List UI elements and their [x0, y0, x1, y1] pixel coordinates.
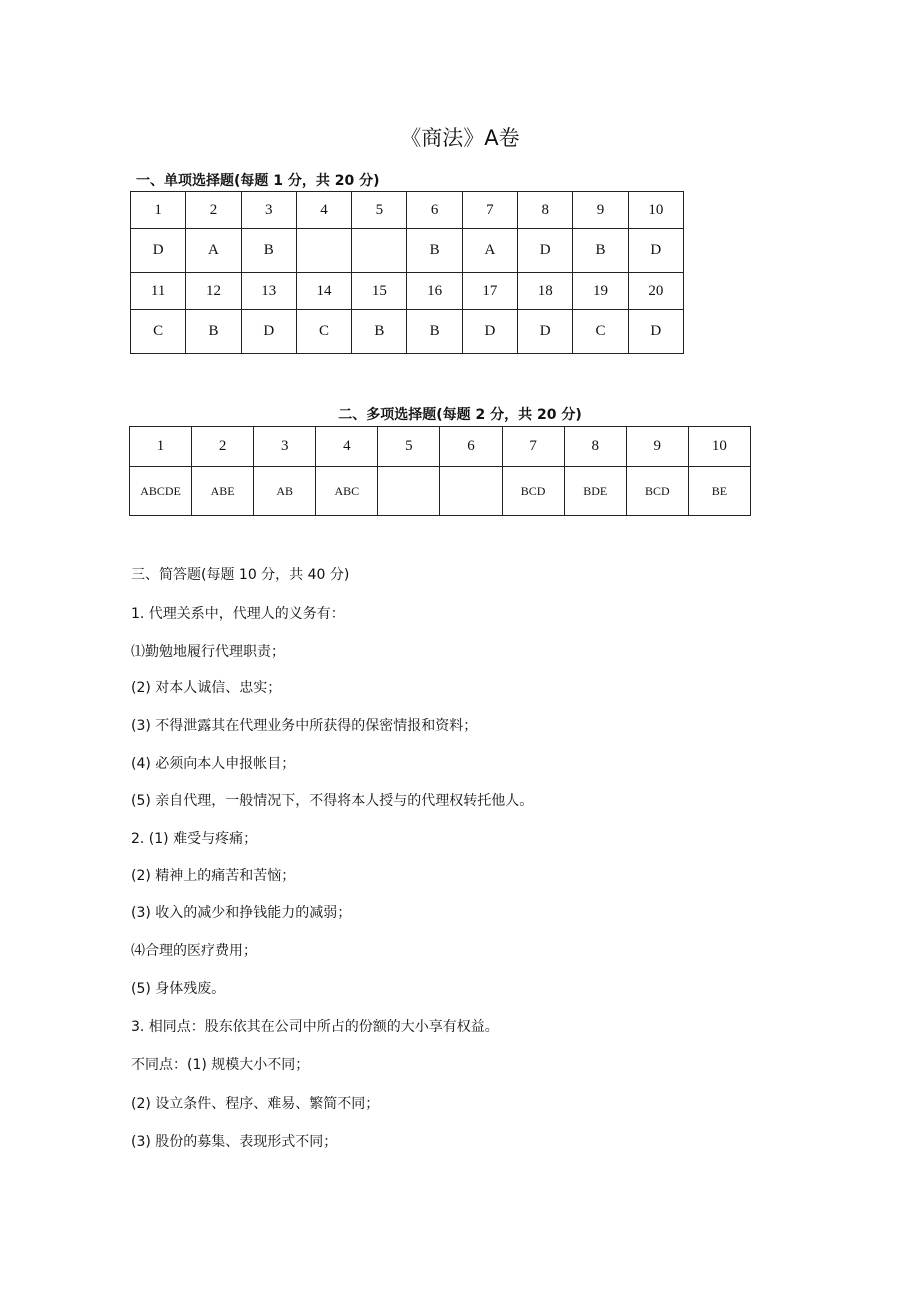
answer-cell: D [462, 310, 517, 354]
answer-cell: ABC [316, 467, 378, 516]
answer-cell: B [241, 229, 296, 273]
answer-cell: B [407, 310, 462, 354]
answer-line: (3) 收入的减少和挣钱能力的减弱； [131, 905, 352, 921]
question-number-cell: 4 [296, 192, 351, 229]
question-number-cell: 1 [130, 427, 192, 467]
question-number-cell: 7 [462, 192, 517, 229]
answer-cell: ABCDE [130, 467, 192, 516]
answer-cell: D [628, 229, 683, 273]
answer-line: (2) 精神上的痛苦和苦恼； [131, 868, 296, 884]
question-number-cell: 2 [186, 192, 241, 229]
answer-line: (3) 股份的募集、表现形式不同； [131, 1134, 338, 1150]
answer-cell: C [573, 310, 628, 354]
answer-row [130, 467, 751, 516]
question-number-cell: 13 [241, 273, 296, 310]
section3-title: 三、简答题(每题 10 分，共 40 分) [131, 567, 350, 583]
answer-cell: BCD [502, 467, 564, 516]
section1-title: 一、单项选择题(每题 1 分，共 20 分) [136, 173, 380, 189]
answer-cell: D [131, 229, 186, 273]
single-choice-answer-table [130, 191, 684, 354]
multiple-choice-answer-table [129, 426, 751, 516]
answer-cell: AB [254, 467, 316, 516]
answer-line: (5) 身体残废。 [131, 981, 226, 997]
question-number-cell: 7 [502, 427, 564, 467]
question-number-cell: 6 [407, 192, 462, 229]
answer-cell: A [462, 229, 517, 273]
answer-cell: A [186, 229, 241, 273]
question-number-cell: 2 [192, 427, 254, 467]
question-number-cell: 4 [316, 427, 378, 467]
answer-cell: D [628, 310, 683, 354]
answer-cell [440, 467, 502, 516]
question-number-cell: 9 [573, 192, 628, 229]
question-number-cell: 16 [407, 273, 462, 310]
answer-cell: C [296, 310, 351, 354]
answer-line: (2) 设立条件、程序、难易、繁简不同； [131, 1096, 380, 1112]
answer-cell: ABE [192, 467, 254, 516]
answer-cell: BDE [564, 467, 626, 516]
question-number-cell: 3 [254, 427, 316, 467]
question-number-cell: 20 [628, 273, 683, 310]
answer-cell: D [518, 310, 573, 354]
answer-line: (4) 必须向本人申报帐目； [131, 756, 296, 772]
answer-line: 1. 代理关系中，代理人的义务有： [131, 606, 345, 622]
question-number-cell: 10 [628, 192, 683, 229]
question-number-row [130, 427, 751, 467]
answer-cell: B [352, 310, 407, 354]
question-number-row [131, 273, 684, 310]
question-number-cell: 14 [296, 273, 351, 310]
answer-row [131, 310, 684, 354]
question-number-cell: 6 [440, 427, 502, 467]
answer-line: (3) 不得泄露其在代理业务中所获得的保密情报和资料； [131, 718, 478, 734]
answer-cell: D [518, 229, 573, 273]
answer-line: (2) 对本人诚信、忠实； [131, 680, 282, 696]
question-number-cell: 12 [186, 273, 241, 310]
question-number-cell: 10 [688, 427, 750, 467]
question-number-cell: 11 [131, 273, 186, 310]
answer-line: 2. (1) 难受与疼痛； [131, 831, 258, 847]
question-number-cell: 5 [378, 427, 440, 467]
question-number-cell: 8 [564, 427, 626, 467]
answer-cell: B [407, 229, 462, 273]
question-number-row [131, 192, 684, 229]
answer-cell [352, 229, 407, 273]
question-number-cell: 15 [352, 273, 407, 310]
answer-cell: D [241, 310, 296, 354]
question-number-cell: 9 [626, 427, 688, 467]
answer-cell: B [573, 229, 628, 273]
question-number-cell: 18 [518, 273, 573, 310]
answer-cell: BCD [626, 467, 688, 516]
question-number-cell: 1 [131, 192, 186, 229]
answer-line: 不同点：(1) 规模大小不同； [131, 1057, 310, 1073]
answer-row [131, 229, 684, 273]
answer-line: (5) 亲自代理，一般情况下，不得将本人授与的代理权转托他人。 [131, 793, 534, 809]
answer-line: ⑴勤勉地履行代理职责； [131, 644, 285, 660]
question-number-cell: 8 [518, 192, 573, 229]
question-number-cell: 17 [462, 273, 517, 310]
answer-line: 3. 相同点：股东依其在公司中所占的份额的大小享有权益。 [131, 1019, 499, 1035]
answer-line: ⑷合理的医疗费用； [131, 943, 257, 959]
question-number-cell: 3 [241, 192, 296, 229]
answer-cell: C [131, 310, 186, 354]
answer-cell [296, 229, 351, 273]
answer-cell: BE [688, 467, 750, 516]
question-number-cell: 19 [573, 273, 628, 310]
page-title: 《商法》A卷 [400, 126, 520, 150]
question-number-cell: 5 [352, 192, 407, 229]
answer-cell [378, 467, 440, 516]
answer-cell: B [186, 310, 241, 354]
section2-title: 二、多项选择题(每题 2 分，共 20 分) [338, 407, 582, 423]
